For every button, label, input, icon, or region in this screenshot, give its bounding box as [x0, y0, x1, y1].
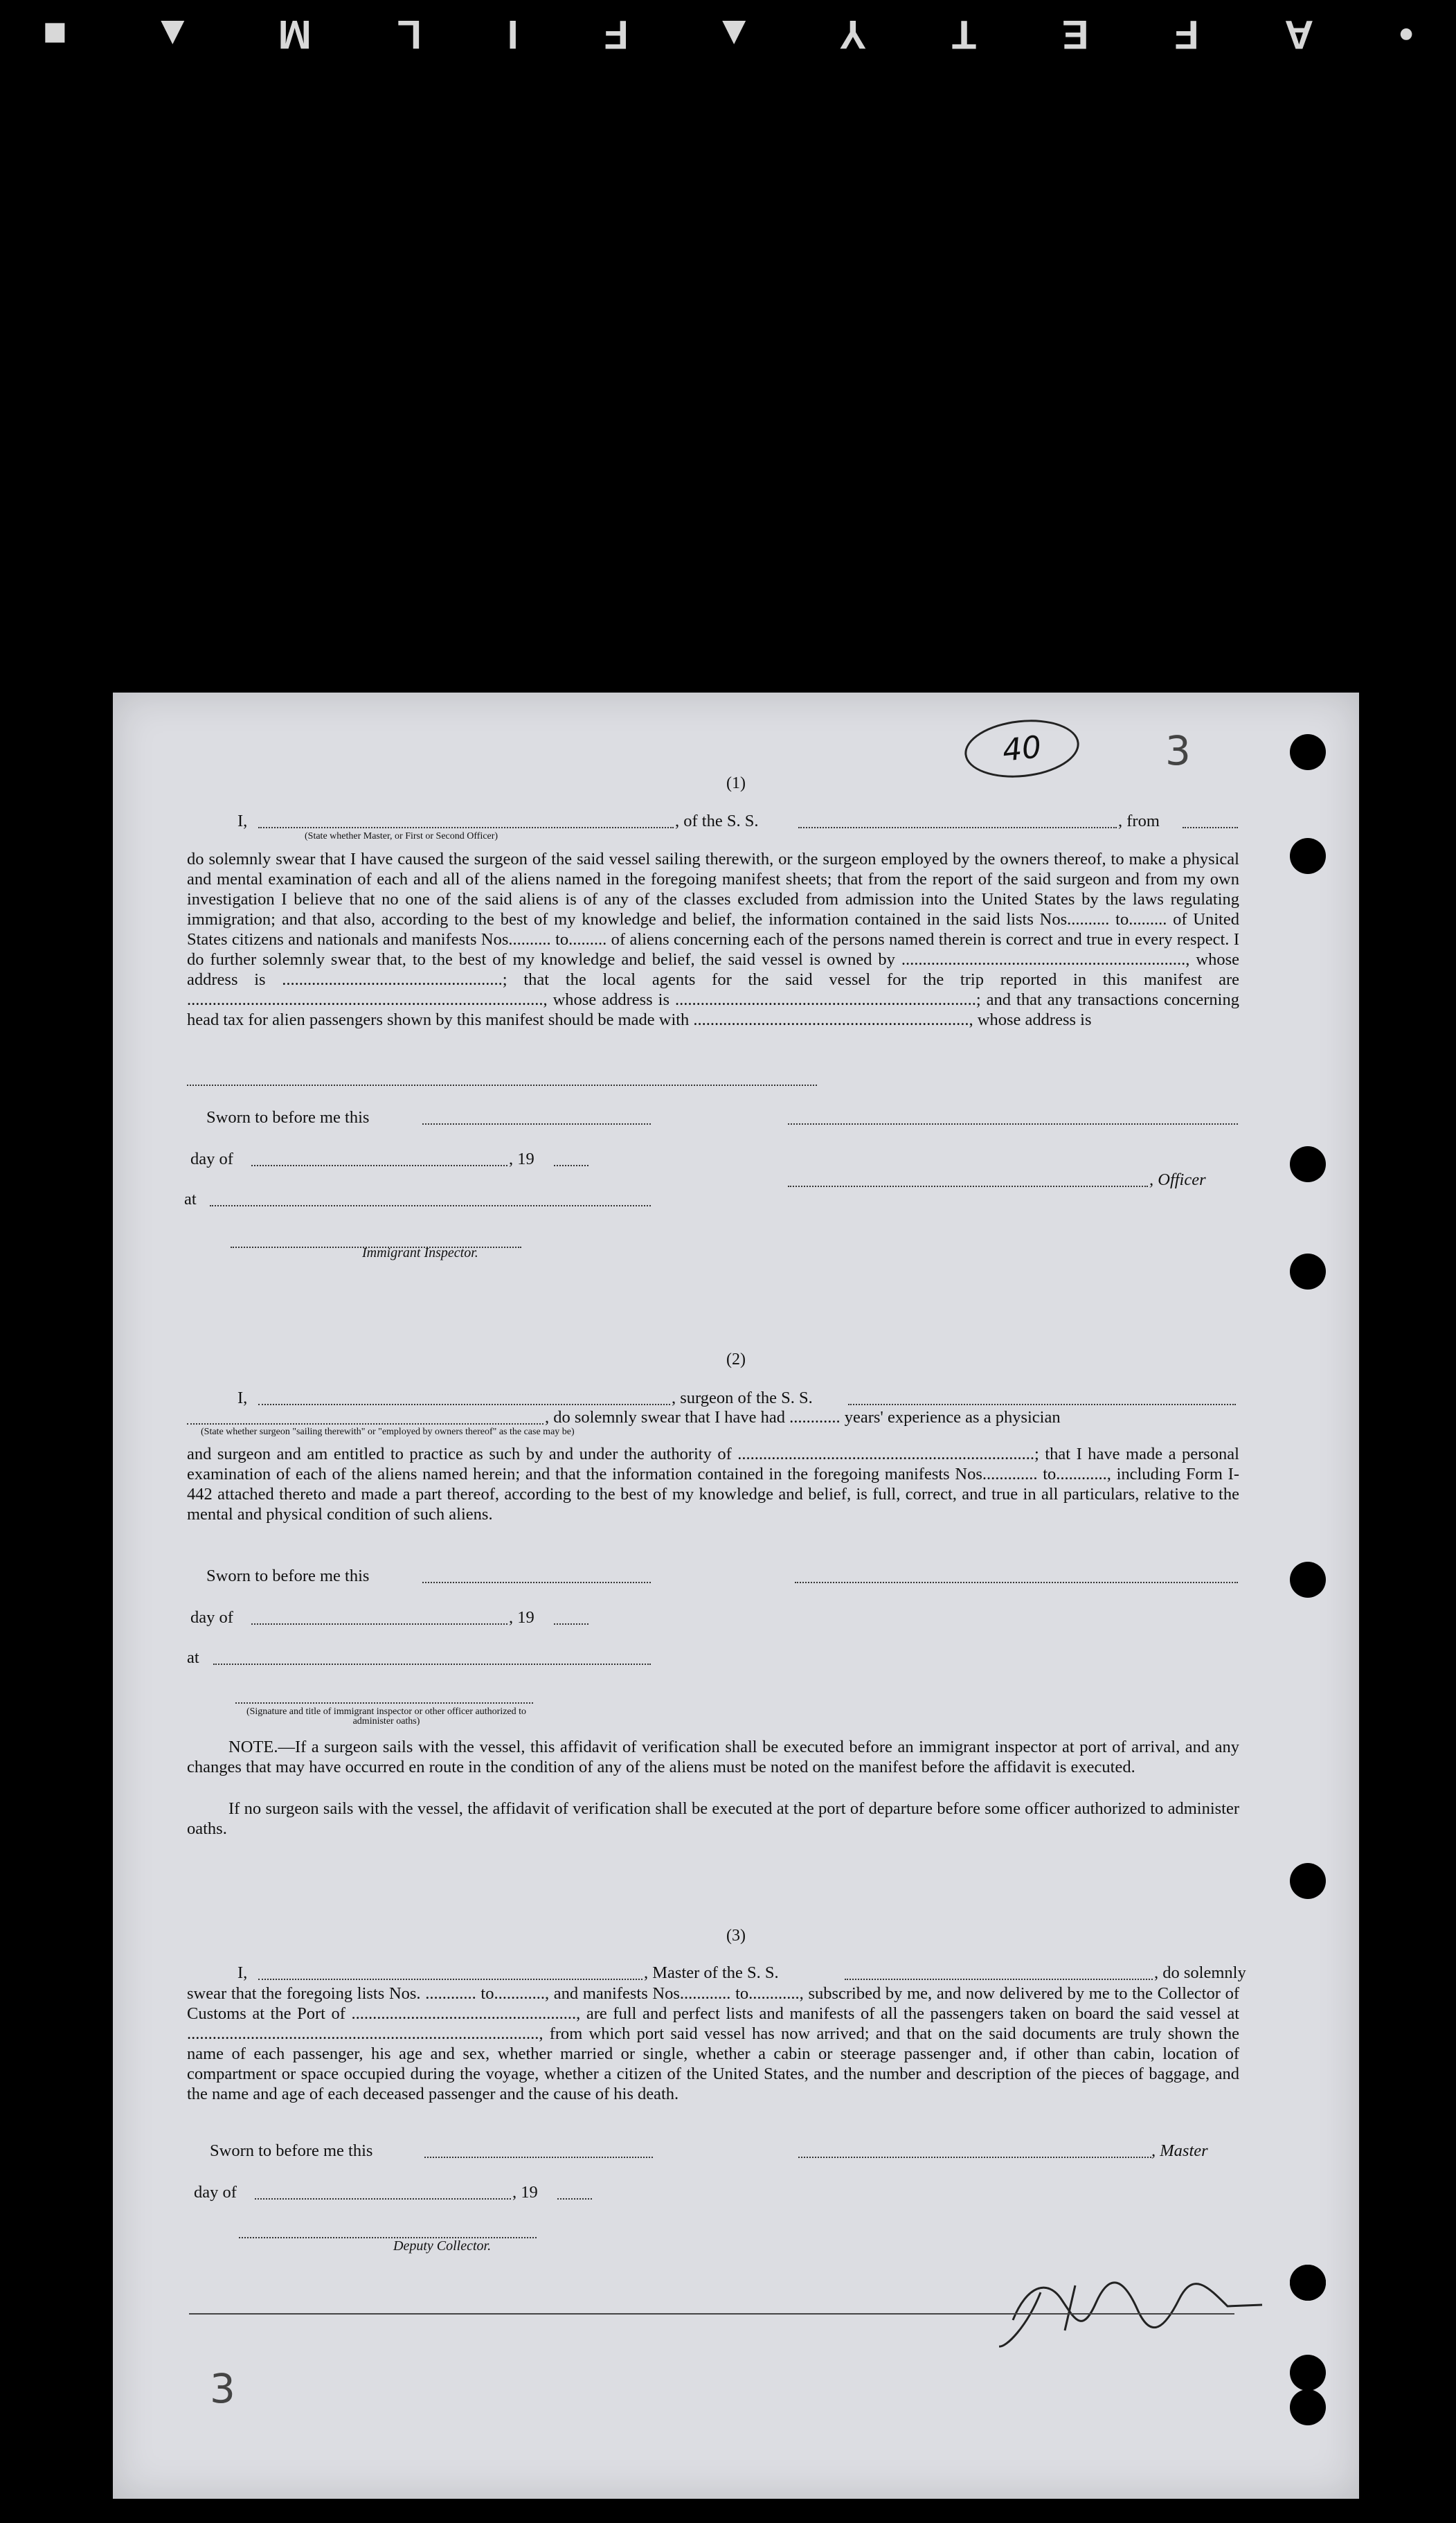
handwritten-mark: 3: [210, 2365, 235, 2412]
film-strip-char: A: [1284, 12, 1314, 57]
section-2-oath-line: , do solemnly swear that I have had ............ years' experience as a physician: [545, 1408, 1061, 1427]
fill-in-line: [187, 1423, 543, 1425]
fill-in-line: [554, 1165, 588, 1166]
section-1-day-label: day of: [190, 1150, 233, 1168]
film-strip-char: T: [951, 12, 977, 57]
binder-hole: [1290, 1863, 1326, 1899]
section-2-sworn-label: Sworn to before me this: [206, 1567, 370, 1585]
fill-in-line: [251, 1623, 507, 1625]
section-1-i: I,: [237, 812, 248, 830]
section-3-number: (3): [726, 1927, 746, 1945]
fill-in-line: [422, 1582, 651, 1583]
section-1-inspector-label: Immigrant Inspector.: [362, 1245, 478, 1260]
section-1-year-label: , 19: [509, 1150, 534, 1168]
section-2-i: I,: [237, 1389, 248, 1407]
fill-in-line: [213, 1664, 651, 1665]
binder-hole: [1290, 2355, 1326, 2391]
section-3-sworn-label: Sworn to before me this: [210, 2141, 373, 2160]
fill-in-line: [187, 1085, 817, 1086]
binder-hole: [1290, 1254, 1326, 1290]
section-3-master-label: , Master of the S. S.: [644, 1963, 779, 1982]
film-strip-char: I: [507, 12, 519, 57]
section-2-number: (2): [726, 1350, 746, 1369]
section-2-note: NOTE.—If a surgeon sails with the vessel, this affidavit of verification shall be executed before an immigrant inspector at port of arrival, and any changes that may have occurred en route in the condition of any of the aliens must be noted on the manifest before the affidavit is executed.: [187, 1738, 1239, 1776]
officer-name-line: [788, 1186, 1148, 1187]
film-strip-char: E: [1061, 12, 1089, 57]
section-3-body: swear that the foregoing lists Nos. ............ to............, and manifests Nos............ to............, subscribed by me, and now delivered by me to the Collector of Customs at the Port of ....................................................., are full and perfect lists and manifests of all the passengers taken on board the said vessel at ..................................................................................., from which port said vessel has now arrived; and that on the said documents are truly shown the name of each passenger, his age and sex, whether married or single, whether a cabin or steerage passenger and, if other than cabin, location of compartment or space occupied during the voyage, whether a citizen of the United States, and the number and description of the pieces of baggage, and the name and age of each deceased passenger and the cause of his death.: [187, 1984, 1239, 2103]
page-number-stamp: 40: [962, 715, 1082, 783]
section-1-caption: (State whether Master, or First or Second Officer): [305, 831, 498, 841]
film-strip-char: Y: [839, 12, 867, 57]
binder-hole: [1290, 734, 1326, 770]
signature-line: [795, 1582, 1238, 1583]
film-strip-char: F: [1174, 12, 1199, 57]
section-1-ss-label: , of the S. S.: [675, 812, 759, 830]
fill-in-line: [424, 2157, 653, 2158]
fill-in-line: [798, 827, 1117, 828]
fill-in-line: [258, 827, 674, 828]
film-strip-char: ▲: [152, 12, 192, 57]
fill-in-line: [1183, 827, 1238, 828]
film-strip-char: ■: [42, 12, 67, 57]
fill-in-line: [258, 1979, 642, 1980]
film-strip-char: M: [278, 12, 312, 57]
fill-in-line: [258, 1404, 670, 1405]
section-1-first-line: [237, 812, 247, 831]
fill-in-line: [848, 1404, 1236, 1405]
section-2-sig-caption: (Signature and title of immigrant inspector or other officer authorized to administer oaths): [246, 1706, 527, 1727]
section-2-day-label: day of: [190, 1608, 233, 1627]
fill-in-line: [554, 1623, 588, 1625]
section-2-caption: (State whether surgeon "sailing therewith" or "employed by owners thereof" as the case may be): [201, 1427, 575, 1437]
section-2-body: and surgeon and am entitled to practice as such by and under the authority of ......................................................................; that I have made a personal examination of each of the aliens named herein; and that the information contained in the foregoing manifests Nos............. to............, including Form I-442 attached thereto and made a part thereof, according to the best of my knowledge and belief, is full, correct, and true in all particulars, relative to the mental and physical condition of such aliens.: [187, 1445, 1239, 1524]
fill-in-line: [251, 1165, 507, 1166]
section-1-at-label: at: [184, 1190, 197, 1209]
section-1-officer-label: , Officer: [1149, 1170, 1206, 1189]
inspector-signature-line: [235, 1702, 533, 1704]
section-1-body: do solemnly swear that I have caused the surgeon of the said vessel sailing therewith, or the surgeon employed by the owners thereof, to make a physical and mental examination of each and all of the aliens named in the foregoing manifest sheets; that from the report of the said surgeon and from my own investigation I believe that no one of the said aliens is of any of the classes excluded from admission into the United States by the laws regulating immigration; and that also, according to the best of my knowledge and belief, the information contained in the said lists Nos.......... to......... of United States citizens and nationals and manifests Nos.......... to......... of aliens concerning each of the persons named therein is correct and true in every respect. I do further solemnly swear that, to the best of my knowledge and belief, the said vessel is owned by ..................................................................., whose address is ....................................................; that the local agents for the said vessel for the trip reported in this manifest are ...................................................................................., whose address is .......................................................................; and that any transactions concerning head tax for alien passengers shown by this manifest should be made with ................................................................., whose address is: [187, 850, 1239, 1029]
section-1-from-label: , from: [1118, 812, 1160, 830]
binder-hole: [1290, 1146, 1326, 1182]
fill-in-line: [422, 1123, 651, 1125]
section-2-year-label: , 19: [509, 1608, 534, 1627]
document-page: [113, 693, 1359, 2499]
film-strip-header: [0, 0, 1456, 69]
section-2-at-label: at: [187, 1648, 199, 1667]
officer-signature-line: [788, 1123, 1238, 1125]
fill-in-line: [557, 2198, 592, 2200]
section-3-year-label: , 19: [512, 2183, 538, 2202]
section-1-sworn-label: Sworn to before me this: [206, 1108, 370, 1127]
master-signature-scribble: [999, 2272, 1276, 2348]
film-strip-char: F: [604, 12, 629, 57]
binder-hole: [1290, 1562, 1326, 1598]
binder-hole: [1290, 2389, 1326, 2425]
section-3-i: I,: [237, 1963, 248, 1982]
film-strip-char: •: [1399, 12, 1414, 57]
bottom-divider: [189, 2313, 1234, 2315]
section-2-surgeon-label: , surgeon of the S. S.: [672, 1389, 813, 1407]
binder-hole: [1290, 2265, 1326, 2301]
handwritten-mark: 3: [1165, 727, 1191, 774]
section-3-end-label: , do solemnly: [1154, 1963, 1246, 1982]
binder-hole: [1290, 838, 1326, 874]
film-strip-char: L: [397, 12, 422, 57]
master-signature-line: [798, 2157, 1151, 2158]
section-2-note-2: If no surgeon sails with the vessel, the affidavit of verification shall be executed at the port of departure before some officer authorized to administer oaths.: [187, 1799, 1239, 1838]
fill-in-line: [210, 1205, 651, 1206]
film-strip-char: ▲: [714, 12, 754, 57]
section-3-day-label: day of: [194, 2183, 237, 2202]
fill-in-line: [845, 1979, 1153, 1980]
section-1-number: (1): [726, 774, 746, 792]
collector-signature-line: [239, 2237, 537, 2238]
section-3-master-signature-label: , Master: [1151, 2141, 1208, 2160]
section-3-collector-label: Deputy Collector.: [393, 2238, 492, 2254]
fill-in-line: [255, 2198, 511, 2200]
